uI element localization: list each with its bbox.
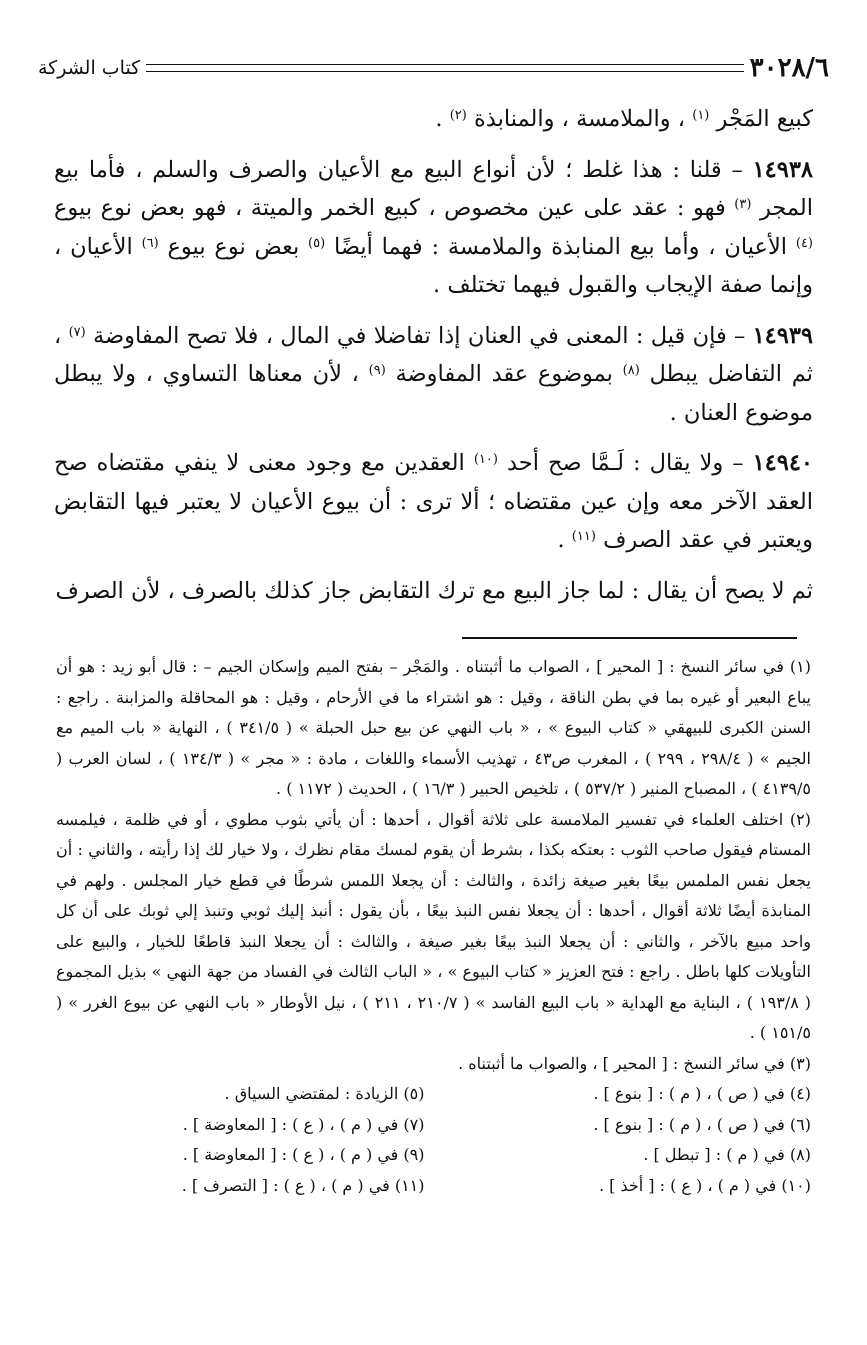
footnote: (٦) في ( ص ) ، ( م ) : [ بنوع ] .	[593, 1114, 811, 1134]
footnote: (١) في سائر النسخ : [ المحير ] ، الصواب ما أثبتناه . والمَجْر – بفتح الميم وإسكان الجيم – : قال أبو زيد : هو أن يباع البعير أو غيره بما في بطن الناقة ، وقيل : هو اشتراء ما في الأرحام ، وقيل : هو المحاقلة والمزابنة . راجع : السنن الكبرى للبيهقي « كتاب البيوع » ، « باب النهي عن بيع حبل الحبلة » ( ٣٤١/٥ ) ، النهاية « باب الميم مع الجيم » ( ٢٩٨/٤ ، ٢٩٩ ) ، المغرب ص٤٣ ، تهذيب الأسماء واللغات ، مادة : « مجر » ( ١٣٤/٣ ) ، لسان العرب ( ٤١٣٩/٥ ) ، المصباح المنير ( ٥٣٧/٢ ) ، تلخيص الحبير ( ١٦/٣ ) ، الحديث ( ١١٧٢ ) .	[56, 657, 812, 798]
running-title: كتاب الشركة	[38, 57, 141, 79]
paragraph	[54, 100, 813, 139]
footnote-marker: (٩)	[368, 363, 386, 378]
footnote-marker: (٥)	[308, 235, 326, 251]
text-run: – فإن قيل : المعنى في العنان إذا تفاضلا في المال ، فلا تصح المفاوضة	[85, 322, 753, 349]
paragraph: ثم لا يصح أن يقال : لما جاز البيع مع ترك التقابض جاز كذلك بالصرف ، لأن الصرف	[55, 577, 813, 604]
paragraph-number: ١٤٩٤٠	[752, 450, 813, 476]
footnote: (٨) في ( م ) : [ تبطل ] .	[643, 1145, 811, 1164]
paragraph	[54, 317, 813, 433]
footnotes	[56, 652, 811, 1201]
footnote: (٣) في سائر النسخ : [ المحير ] ، والصواب ما أثبتناه .	[458, 1053, 811, 1073]
footnote: (٥) الزيادة : لمقتضي السياق .	[224, 1084, 425, 1103]
footnote-separator	[462, 637, 797, 639]
footnote: (٤) في ( ص ) ، ( م ) : [ بنوع ] .	[593, 1084, 811, 1103]
text-run: .	[557, 527, 572, 553]
footnote-marker: (١)	[692, 108, 710, 123]
footnote: (١١) في ( م ) ، ( ع ) : [ التصرف ] .	[181, 1175, 425, 1195]
text-run: بعض نوع بيوع	[158, 233, 309, 260]
text-run: الأعيان ، وإنما صفة الإيجاب والقبول فيهما تختلف .	[54, 233, 813, 298]
text-run: كبيع المَجْر	[709, 106, 813, 132]
text-run: الأعيان ، وأما بيع المنابذة والملامسة : فهما أيضًا	[325, 233, 796, 260]
footnote-marker: (٨)	[622, 363, 640, 378]
paragraph-number: ١٤٩٣٩	[752, 322, 814, 349]
footnote-marker: (٣)	[734, 197, 752, 212]
footnote-marker: (١٠)	[473, 452, 498, 467]
header-double-rule	[146, 64, 743, 72]
text-run: العقدين مع وجود معنى لا ينفي مقتضاه صح العقد الآخر معه وإن عين مقتضاه ؛ ألا ترى : أن بيوع الأعيان لا يعتبر فيها التقابض ويعتبر في عقد الصرف	[54, 450, 813, 553]
page-header	[38, 48, 829, 88]
page-number: ٣٠٢٨/٦	[749, 53, 829, 83]
footnote: (٩) في ( م ) ، ( ع ) : [ المعاوضة ] .	[182, 1145, 425, 1164]
footnote-marker: (٢)	[449, 108, 467, 123]
footnote-marker: (٧)	[68, 324, 86, 340]
main-text	[54, 100, 813, 622]
footnote-marker: (١١)	[571, 529, 596, 544]
text-run: ، والملامسة ، والمنابذة	[466, 106, 693, 132]
footnote: (٧) في ( م ) ، ( ع ) : [ المعاوضة ] .	[182, 1114, 425, 1134]
text-run: ، ثم التفاضل يبطل	[54, 322, 813, 387]
paragraph	[54, 444, 813, 560]
paragraph-number: ١٤٩٣٨	[752, 156, 813, 183]
text-run: ، لأن معناها التساوي ، ولا يبطل موضوع العنان .	[54, 361, 813, 426]
text-run: – ولا يقال : لَـمَّا صح أحد	[497, 450, 753, 476]
short-footnotes	[56, 1079, 811, 1201]
text-run: بموضوع عقد المفاوضة	[385, 361, 623, 387]
footnote-marker: (٤)	[795, 235, 813, 251]
footnote: (١٠) في ( م ) ، ( ع ) : [ أخذ ] .	[598, 1175, 811, 1195]
text-run: فهو : عقد على عين مخصوص ، كبيع الخمر والميتة ، فهو بعض نوع بيوع	[54, 195, 735, 221]
footnote-marker: (٦)	[141, 235, 159, 251]
paragraph	[54, 151, 813, 305]
text-run: .	[435, 106, 450, 132]
text-run: – قلنا : هذا غلط ؛ لأن أنواع البيع مع الأعيان والصرف والسلم ، فأما بيع المجر	[54, 156, 813, 221]
footnote: (٢) اختلف العلماء في تفسير الملامسة على ثلاثة أقوال ، أحدها : أن يأتي بثوب مطوي ، أو في ظلمة ، فيلمسه المستام فيقول صاحب الثوب : بعتكه بكذا ، بشرط أن يقوم لمسك مقام نظرك ، ولا خيار لك إذا رأيته ، والثاني : أن يجعل نفس الملمس بيعًا بغير صيغة زائدة ، والثالث : أن يجعلا اللمس شرطًا في قطع خيار المجلس . ولهم في المنابذة أيضًا ثلاثة أقوال ، أحدها : أن يجعلا نفس النبذ بيعًا ، بأن يقول : أنبذ إليك ثوبي وتنبذ إلي ثوبك على أن كل واحد مبيع بالآخر ، والثاني : أن يجعلا النبذ بيعًا بغير صيغة ، والثالث : أن يجعلا النبذ قاطعًا للخيار ، والبيع على التأويلات كلها باطل . راجع : فتح العزيز « كتاب البيوع » ، « الباب الثالث في الفساد من جهة النهي » بذيل المجموع ( ١٩٣/٨ ) ، البناية مع الهداية « باب البيع الفاسد » ( ٢١٠/٧ ، ٢١١ ) ، نيل الأوطار « باب النهي عن بيوع الغرر » ( ١٥١/٥ ) .	[56, 809, 812, 1042]
